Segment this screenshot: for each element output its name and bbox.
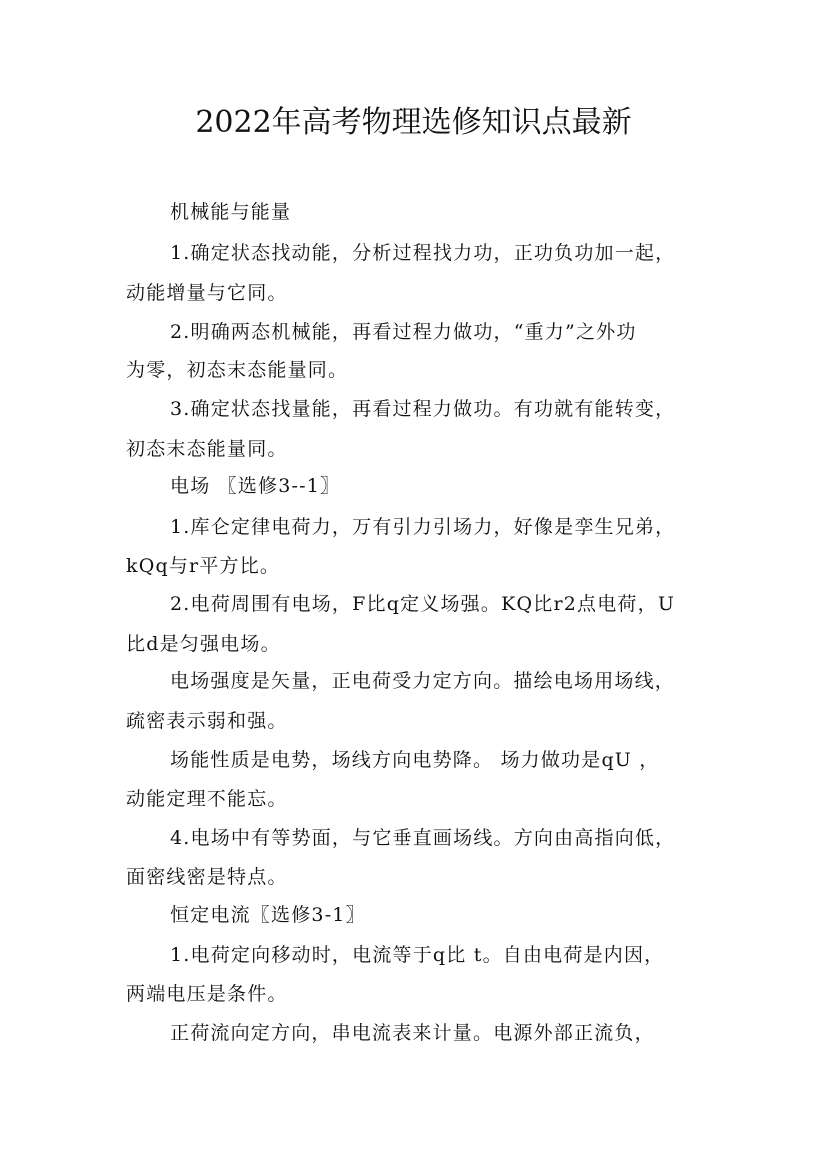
paragraph-line: 4.电场中有等势面，与它垂直画场线。方向由高指向低， (170, 827, 676, 849)
paragraph-line: 为零，初态末态能量同。 (126, 359, 349, 381)
paragraph-line: 2.明确两态机械能，再看过程力做功，“重力”之外功 (170, 321, 637, 343)
section-heading-mechanical-energy: 机械能与能量 (170, 201, 292, 223)
paragraph-line: 3.确定状态找量能，再看过程力做功。有功就有能转变， (170, 398, 676, 420)
paragraph-line: 面密线密是特点。 (126, 866, 288, 888)
paragraph-line: 正荷流向定方向，串电流表来计量。电源外部正流负， (170, 1022, 655, 1044)
paragraph-line: 初态末态能量同。 (126, 438, 288, 460)
paragraph-line: 2.电荷周围有电场，F比q定义场强。KQ比r2点电荷，U (170, 593, 676, 615)
paragraph-line: kQq与r平方比。 (126, 555, 281, 577)
paragraph-line: 动能定理不能忘。 (126, 788, 288, 810)
paragraph-line: 两端电压是条件。 (126, 983, 288, 1005)
paragraph-line: 场能性质是电势，场线方向电势降。 场力做功是qU ， (170, 749, 660, 771)
paragraph-line: 比d是匀强电场。 (126, 633, 281, 655)
section-heading-constant-current: 恒定电流〖选修3-1〗 (170, 904, 366, 926)
paragraph-line: 疏密表示弱和强。 (126, 710, 288, 732)
paragraph-line: 1.库仑定律电荷力，万有引力引场力，好像是孪生兄弟， (170, 516, 676, 538)
paragraph-line: 1.电荷定向移动时，电流等于q比 t。自由电荷是内因， (170, 944, 665, 966)
paragraph-line: 电场强度是矢量，正电荷受力定方向。描绘电场用场线， (170, 670, 676, 692)
document-title: 2022年高考物理选修知识点最新 (195, 105, 632, 140)
paragraph-line: 动能增量与它同。 (126, 282, 288, 304)
paragraph-line: 1.确定状态找动能，分析过程找力功，正功负功加一起， (170, 242, 676, 264)
section-heading-electric-field: 电场 〖选修3--1〗 (170, 475, 341, 497)
